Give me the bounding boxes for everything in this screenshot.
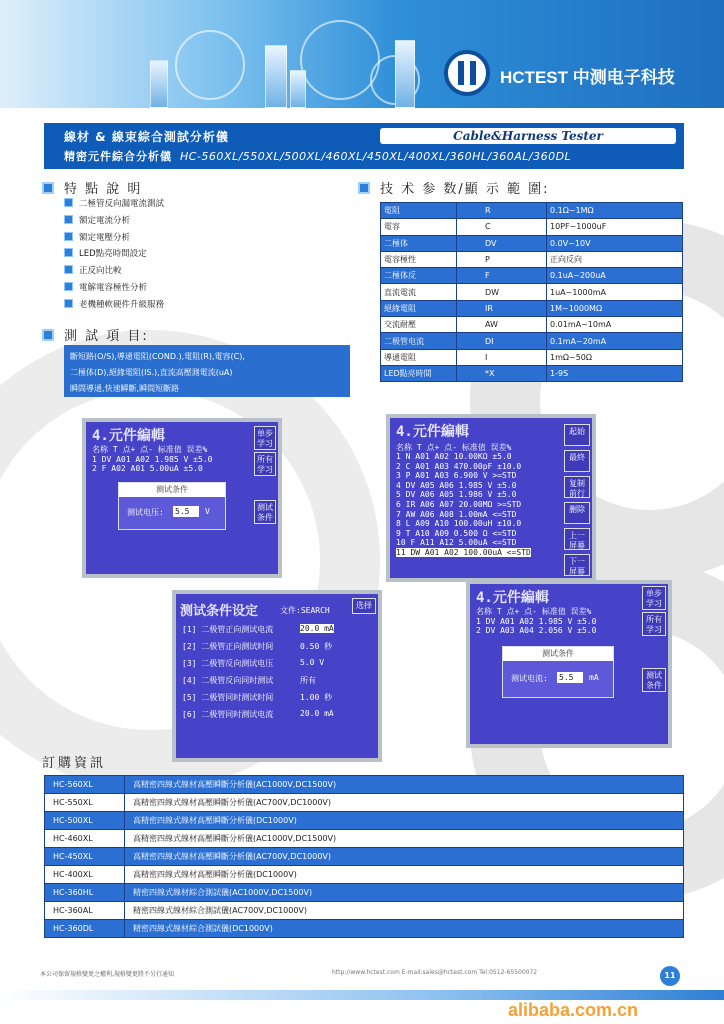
- table-cell: 0.01mA~10mA: [547, 317, 683, 333]
- order-table: [44, 775, 684, 938]
- table-cell: HC-360HL: [45, 884, 125, 902]
- screen-row: 1 DV A01 A02 1.985 V ±5.0: [476, 617, 597, 626]
- table-cell: 精密四線式線材綜合測試儀(AC1000V,DC1500V): [125, 884, 684, 902]
- table-cell: 二極体反: [381, 268, 457, 284]
- table-row: [381, 317, 683, 333]
- dialog-unit: V: [205, 507, 210, 516]
- screen-row: 5 DV A06 A05 1.986 V ±5.0: [396, 490, 517, 500]
- table-row: [45, 920, 684, 938]
- table-cell: HC-460XL: [45, 830, 125, 848]
- tests-heading: 測 試 項 目:: [42, 325, 149, 344]
- table-cell: AW: [457, 317, 547, 333]
- screenshot-panel-4: [466, 580, 672, 748]
- table-cell: 0.0V~10V: [547, 235, 683, 251]
- table-row: [45, 848, 684, 866]
- condition-label: [2] 二极管正向测试时间: [182, 642, 274, 651]
- table-cell: 高精密四線式線材高壓瞬斷分析儀(DC1000V): [125, 812, 684, 830]
- list-item: 電解電容極性分析: [64, 280, 164, 297]
- params-table: [380, 202, 683, 382]
- table-cell: C: [457, 219, 547, 235]
- tests-box: [64, 345, 350, 397]
- table-cell: DI: [457, 333, 547, 349]
- screen-row: 10 F A11 A12 5.00uA <=STD: [396, 538, 517, 548]
- table-cell: 導通電阻: [381, 349, 457, 365]
- test-condition-dialog: [502, 646, 614, 698]
- hctest-logo-icon: [444, 50, 490, 96]
- lcd-screen: [470, 584, 668, 744]
- side-button[interactable]: 最終: [564, 450, 590, 472]
- title-models: HC-560XL/550XL/500XL/460XL/450XL/400XL/360HL/360AL/360DL: [180, 150, 572, 163]
- condition-label: [6] 二极管同时测试电流: [182, 710, 274, 719]
- screen-row: 9 T A10 A09 0.500 Ω <=STD: [396, 528, 517, 538]
- table-cell: 0.1uA~200uA: [547, 268, 683, 284]
- screen-row: 3 P A01 A03 6.900 V >=STD: [396, 471, 517, 481]
- screen-header: 名称 T 点+ 点- 标准值 误差%: [396, 443, 512, 452]
- table-row: [45, 866, 684, 884]
- all-learn-button[interactable]: 所有 学习: [642, 612, 666, 636]
- table-row: [45, 902, 684, 920]
- screen-title: 测试条件设定: [180, 604, 259, 619]
- table-cell: IR: [457, 300, 547, 316]
- square-bullet-icon: [358, 182, 370, 194]
- table-cell: 1mΩ~50Ω: [547, 349, 683, 365]
- table-row: [45, 884, 684, 902]
- side-button[interactable]: 上一 屏幕: [564, 528, 590, 550]
- dialog-value-input[interactable]: 5.5: [173, 506, 199, 517]
- table-cell: 1uA~1000mA: [547, 284, 683, 300]
- building-graphic: [150, 60, 168, 108]
- lcd-screen: [86, 422, 278, 574]
- english-title: Cable&Harness Tester: [380, 128, 676, 144]
- table-cell: HC-360AL: [45, 902, 125, 920]
- table-cell: *X: [457, 365, 547, 381]
- screen-row: 6 IR A06 A07 20.00MΩ >=STD: [396, 500, 522, 509]
- test-condition-button[interactable]: 测试 条件: [642, 668, 666, 692]
- screen-row: 4 DV A05 A06 1.985 V ±5.0: [396, 480, 517, 490]
- table-cell: 二極体: [381, 235, 457, 251]
- table-cell: DV: [457, 235, 547, 251]
- test-line: 瞬間導通,快速瞬斷,瞬間短斷路: [70, 384, 180, 393]
- footer-note: 本公司保留規格變更之權利,規格變更將不另行通知: [40, 971, 174, 978]
- condition-value[interactable]: 所有: [300, 676, 316, 685]
- table-row: [45, 812, 684, 830]
- order-heading: 訂購資訊: [42, 756, 107, 771]
- table-cell: HC-360DL: [45, 920, 125, 938]
- test-condition-dialog: [118, 482, 226, 530]
- screen-row: 1 DV A01 A02 1.985 V ±5.0: [92, 455, 213, 464]
- lcd-screen: [176, 594, 378, 758]
- building-graphic: [395, 40, 415, 108]
- table-cell: 交流耐壓: [381, 317, 457, 333]
- dialog-title: 测试条件: [119, 483, 225, 497]
- table-row: [381, 203, 683, 219]
- screen-header: 名称 T 点+ 点- 标准值 误差%: [92, 445, 208, 454]
- table-cell: 電容極性: [381, 251, 457, 267]
- dialog-label: 测试电压:: [127, 508, 164, 517]
- footer-contact: http://www.hctest.com E-mail:sales@hctest.com Tel:0512-65500072: [332, 969, 538, 976]
- screen-row: 8 L A09 A10 100.00uH ±10.0: [396, 519, 522, 529]
- table-cell: 高精密四線式線材高壓瞬斷分析儀(AC1000V,DC1500V): [125, 830, 684, 848]
- select-button[interactable]: 选择: [352, 598, 376, 614]
- screen-title: 4.元件編輯: [476, 590, 549, 606]
- lcd-screen: [390, 418, 592, 578]
- list-item: 二極管反向漏電流測試: [64, 196, 164, 213]
- screen-row: 2 DV A03 A04 2.056 V ±5.0: [476, 626, 597, 635]
- table-cell: 電容: [381, 219, 457, 235]
- table-cell: 絕緣電阻: [381, 300, 457, 316]
- building-graphic: [290, 70, 306, 108]
- dialog-title: 测试条件: [503, 647, 613, 661]
- square-bullet-icon: [42, 329, 54, 341]
- table-row: [381, 268, 683, 284]
- table-cell: 直流電流: [381, 284, 457, 300]
- list-item: 額定電流分析: [64, 213, 164, 230]
- screen-row: 2 C A01 A03 470.00pF ±10.0: [396, 461, 522, 471]
- table-cell: HC-500XL: [45, 812, 125, 830]
- title-line1: 線材 & 線束綜合測試分析儀: [64, 130, 229, 144]
- square-bullet-icon: [42, 182, 54, 194]
- features-heading: 特 點 說 明: [42, 178, 142, 197]
- table-cell: 高精密四線式線材高壓瞬斷分析儀(AC700V,DC1000V): [125, 794, 684, 812]
- table-cell: 精密四線式線材綜合測試儀(DC1000V): [125, 920, 684, 938]
- screen-row: 2 F A02 A01 5.00uA ±5.0: [92, 464, 203, 473]
- side-button[interactable]: 删除: [564, 502, 590, 524]
- screen-title: 4.元件編輯: [396, 424, 469, 440]
- table-row: [381, 333, 683, 349]
- screenshot-panel-2: [386, 414, 596, 582]
- params-heading: 技 术 参 数/顯 示 範 圍:: [358, 178, 550, 197]
- brand-name: HCTEST 中测电子科技: [500, 68, 675, 87]
- title-line2: [64, 148, 571, 164]
- table-cell: R: [457, 203, 547, 219]
- table-cell: 電阻: [381, 203, 457, 219]
- test-line: 斷短路(O/S),導通電阻(COND.),電阻(R),電容(C),: [70, 352, 245, 361]
- dialog-unit: mA: [589, 673, 599, 682]
- table-cell: F: [457, 268, 547, 284]
- screenshot-panel-3: [172, 590, 382, 762]
- table-row: [45, 794, 684, 812]
- table-row: [381, 349, 683, 365]
- features-list: [64, 196, 164, 314]
- table-cell: 0.1mA~20mA: [547, 333, 683, 349]
- screen-header: 名称 T 点+ 点- 标准值 误差%: [476, 607, 592, 616]
- table-cell: 1-9S: [547, 365, 683, 381]
- test-condition-button[interactable]: 测试 条件: [254, 500, 276, 524]
- table-row: [381, 235, 683, 251]
- table-cell: HC-550XL: [45, 794, 125, 812]
- file-label: 文件:SEARCH: [280, 606, 330, 615]
- globe-graphic: [300, 20, 380, 100]
- table-cell: HC-450XL: [45, 848, 125, 866]
- table-cell: 二极管电流: [381, 333, 457, 349]
- single-learn-button[interactable]: 单步 学习: [642, 586, 666, 610]
- condition-label: [5] 二极管同时测试时间: [182, 693, 274, 702]
- table-cell: HC-400XL: [45, 866, 125, 884]
- header-banner: [0, 0, 724, 108]
- list-item: LED點亮時間設定: [64, 246, 164, 263]
- table-row: [381, 251, 683, 267]
- table-row: [45, 830, 684, 848]
- dialog-value-input[interactable]: 5.5: [557, 672, 583, 683]
- table-cell: 高精密四線式線材高壓瞬斷分析儀(DC1000V): [125, 866, 684, 884]
- side-button[interactable]: 下一 屏幕: [564, 554, 590, 576]
- title-cn: 精密元件綜合分析儀: [64, 150, 172, 163]
- table-row: [45, 776, 684, 794]
- table-row: [381, 365, 683, 381]
- table-cell: P: [457, 251, 547, 267]
- table-cell: 精密四線式線材綜合測試儀(AC700V,DC1000V): [125, 902, 684, 920]
- dialog-label: 测试电流:: [511, 674, 548, 683]
- list-item: 老機種軟硬件升級服務: [64, 297, 164, 314]
- condition-label: [4] 二极管反向同时测试: [182, 676, 274, 685]
- screen-row: 7 AW A06 A08 1.00mA <=STD: [396, 509, 517, 519]
- condition-label: [1] 二极管正向测试电流: [182, 625, 274, 634]
- condition-value[interactable]: 5.0 V: [300, 658, 325, 667]
- table-cell: I: [457, 349, 547, 365]
- table-cell: HC-560XL: [45, 776, 125, 794]
- test-line: 二極体(D),絕緣電阻(IS.),直流高壓測電流(uA): [70, 368, 233, 377]
- table-cell: 高精密四線式線材高壓瞬斷分析儀(AC700V,DC1000V): [125, 848, 684, 866]
- table-row: [381, 300, 683, 316]
- table-row: [381, 219, 683, 235]
- site-watermark: alibaba.com.cn: [508, 1000, 639, 1020]
- condition-value[interactable]: 20.0 mA: [300, 709, 334, 718]
- table-cell: 正向反向: [547, 251, 683, 267]
- screen-row: 1 N A01 A02 10.00KΩ ±5.0: [396, 452, 512, 461]
- page-number: 11: [660, 966, 680, 986]
- globe-graphic: [175, 30, 245, 100]
- all-learn-button[interactable]: 所有 学习: [254, 452, 276, 476]
- list-item: 額定電壓分析: [64, 230, 164, 247]
- side-button[interactable]: 复制 前行: [564, 476, 590, 498]
- condition-value[interactable]: 1.00 秒: [300, 693, 333, 702]
- list-item: 正反向比較: [64, 263, 164, 280]
- table-cell: LED點亮時間: [381, 365, 457, 381]
- table-cell: 高精密四線式線材高壓瞬斷分析儀(AC1000V,DC1500V): [125, 776, 684, 794]
- screen-row: 11 DW A01 A02 100.00uA <=STD: [396, 548, 531, 557]
- screenshot-panel-1: [82, 418, 282, 578]
- table-row: [381, 284, 683, 300]
- screen-title: 4.元件編輯: [92, 428, 165, 444]
- single-learn-button[interactable]: 单步 学习: [254, 426, 276, 450]
- footer-bar: [0, 990, 724, 1000]
- side-button[interactable]: 起始: [564, 424, 590, 446]
- condition-value[interactable]: 20.0 mA: [300, 624, 334, 633]
- condition-label: [3] 二极管反向测试电压: [182, 659, 274, 668]
- building-graphic: [265, 45, 287, 108]
- table-cell: 1M~1000MΩ: [547, 300, 683, 316]
- table-cell: 10PF~1000uF: [547, 219, 683, 235]
- table-cell: 0.1Ω~1MΩ: [547, 203, 683, 219]
- condition-value[interactable]: 0.50 秒: [300, 642, 333, 651]
- table-cell: DW: [457, 284, 547, 300]
